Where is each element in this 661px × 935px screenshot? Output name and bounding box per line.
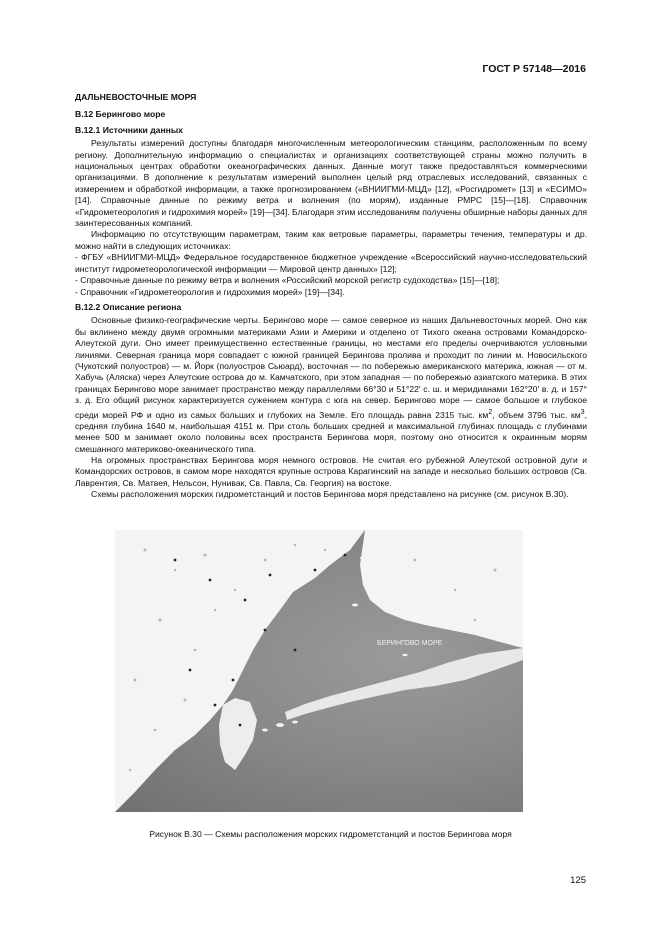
sources-list-item: - Справочник «Гидрометеорология и гидрохимия морей» [19]—[34]. [75, 286, 345, 297]
nunivak-island [426, 609, 440, 615]
region-text-a: Основные физико-географические черты. Берингово море — самое северное из наших Дальневосточных морей. Оно как бы вклинено между двумя огромными материками Азии и Америки и отделено от Тихого океана островами Командорско-Алеутской дуги. Оно имеет преимущественно естественные границы, но местами его пределы очерчиваются условными линиями. Северная граница моря совпадает с южной границей Берингова пролива и проходит по линии м. Новосильского (Чукотский полуостров) — м. Йорк (полуостров Сьюард), восточная — по побережью американского материка, южная — от м. Хабучь (Аляска) через Алеутские острова до м. Камчатского, при этом западная — по побережью азиатского материка. В этих границах Берингово море занимает пространство между параллелями 66°30 и 51°22' с. ш. и меридианами 162°20' в. д. и 157° з. д. Его общий рисунок характеризуется сужением контура с юга на север. Берингово море — самое большое и глубокое среди морей РФ и одно из самых больших и глубоких на Земле. Его площадь равна 2315 тыс. км [75, 315, 587, 420]
region-text-b: , объем 3796 тыс. км [492, 409, 581, 420]
subsection-title: В.12 Берингово море [75, 109, 166, 120]
standard-header: ГОСТ Р 57148—2016 [482, 63, 586, 75]
pribilof-islands [403, 654, 408, 656]
kamchatka-peninsula [219, 698, 257, 770]
region-text-c: , средняя глубина 1640 м, наибольшая 4151 м. При столь больших средней и максимальной глубинах площадь с глубинами менее 500 м занимает около половины всех пространств Берингова моря, поэтому оно относится к окраинным морям смешанного материково-океанического типа. [75, 409, 587, 454]
superscript-2: 2 [488, 407, 493, 416]
region-paragraph-3: Схемы расположения морских гидрометстанций и постов Берингова моря представлено на рисунке (см. рисунок В.30). [91, 489, 569, 500]
region-heading: В.12.2 Описание региона [75, 301, 182, 312]
page-number: 125 [570, 875, 586, 886]
superscript-3: 3 [580, 407, 585, 416]
document-body [75, 92, 587, 501]
sources-list-item: - ФГБУ «ВНИИГМИ-МЦД» Федеральное государственное бюджетное учреждение «Всероссийский научно-исследовательский институт гидрометеорологической информации — Мировой центр данных» [12]; [75, 252, 587, 274]
alaska-peninsula [285, 648, 523, 720]
figure-caption: Рисунок В.30 — Схемы расположения морских гидрометстанций и постов Берингова моря [149, 829, 512, 839]
sources-list-item: - Справочные данные по режиму ветра и волнения «Российский морской регистр судоходства» [15]—[18]; [75, 275, 500, 286]
st-matthew-island [352, 604, 358, 607]
alaska-landmass [360, 530, 523, 648]
section-title: ДАЛЬНЕВОСТОЧНЫЕ МОРЯ [75, 92, 197, 102]
sources-heading: В.12.1 Источники данных [75, 124, 183, 135]
region-paragraph-1 [75, 315, 587, 455]
map-sea-label: БЕРИНГОВО МОРЕ [377, 640, 443, 647]
map-graphic [115, 530, 523, 812]
asia-landmass [115, 530, 365, 812]
region-paragraph-2: На огромных пространствах Берингова моря немного островов. Не считая его рубежной Алеутской островной дуги и Командорских островов, в самом море находятся крупные острова Карагинский на западе и несколько больших островов (Св. Лаврентия, Св. Матвея, Нельсон, Нунивак, Св. Павла, Св. Георгия) на востоке. [75, 455, 587, 488]
bering-sea-map [115, 530, 523, 812]
sources-paragraph-2: Информацию по отсутствующим параметрам, таким как ветровые параметры, параметры течения, температуры и др. можно найти в следующих источниках: [75, 229, 587, 251]
sources-paragraph-1: Результаты измерений доступны благодаря многочисленным метеорологическим станциям, расположенным по всему региону. Дополнительную информацию о специалистах и организациях соответствующей страны можно получить в национальных центрах обработки океанографических данных. Данные могут также предоставляться коммерческими организациями. В дополнение к результатам измерений выполнен целый ряд отраслевых исследований, связанных с измерением и обработкой информации, а также прогнозированием («ВНИИГМИ-МЦД» [12], «Росгидромет» [13] и «ЕСИМО» [14]. Справочные данные по режиму ветра и волнения (по морям), изданные РМРС [15]—[18]. Справочник «Гидрометеорология и гидрохимия морей» [19]—[34]. Благодаря этим исследованиям получены обширные наборы данных для заинтересованных компаний. [75, 138, 588, 229]
st-lawrence-island [360, 555, 380, 561]
